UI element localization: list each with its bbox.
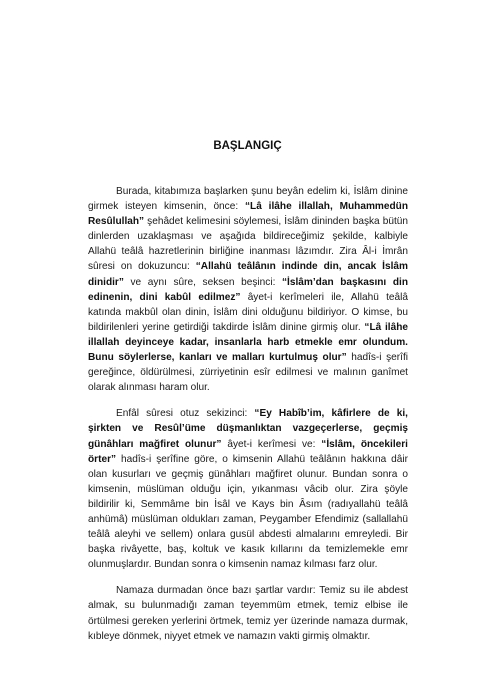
text-run: Enfâl sûresi otuz sekizinci: [116,408,255,420]
page-title: BAŞLANGIÇ [213,140,282,152]
quote-text: “Ey Habîb’im, kâfirlere de ki, şirkten ve Resûl’üme düşmanlıktan vazgeçerlerse, geçmiş günâhları mağfiret olunur” [88,408,408,450]
text-run: âyet-i kerîmesi ve: [221,438,322,450]
text-run: Burada, kitabımıza başlarken şunu beyân edelim ki, İslâm dinine girmek isteyen kimsenin, önce: [88,186,408,213]
quote-text: “İslâm’dan başkasını din edinenin, dini kabûl edilmez” [88,276,408,303]
quote-text: “Lâ ilâhe illallah deyinceye kadar, insanlarla harb etmekle emr olundum. Bunu söylerlerse, kanları ve malları kurtulmuş olur” [88,321,408,364]
text-run: Namaza durmadan önce bazı şartlar vardır: Temiz su ile abdest almak, su bulunmadığı zaman teyemmüm etmek, temiz elbise ile örtülmesi gereken yerlerini örtmek, temiz yer üzerinde namaza durmak, kıbleye dönmek, niyyet etmek ve namazın vakti girmiş olmaktır. [88,585,408,642]
text-run: âyet-i kerîmeleri ile, Allahü teâlâ katında makbûl olan dinin, İslâm dini olduğunu bildiriyor. O kimse, bu bildirilenleri yerine getirdiği takdirde İslâm dinine girmiş olur. [88,291,408,333]
paragraph [88,406,408,572]
quote-text: “Allahü teâlânın indinde din, ancak İslâm dinidir” [88,261,408,288]
paragraph [88,184,408,395]
body-text [88,184,408,655]
paragraph [88,583,408,643]
text-run: ve aynı sûre, seksen beşinci: [123,276,282,288]
quote-text: “Lâ ilâhe illallah, Muhammedün Resûlullah” [88,201,409,228]
text-run: şehâdet kelimesini söylemesi, İslâm dininden başka bütün dinlerden uzaklaşması ve aşağıda bildireceğimiz şekilde, kalbiyle Allahü teâlâ hazretlerinin birliğine inanması lâzımdır. Zira Âl-i İmrân sûresi on dokuzuncu: [88,216,408,273]
quote-text: “İslâm, öncekileri örter” [88,438,408,465]
text-run: hadîs-i şerîfi gereğince, öldürülmesi, zürriyetinin esîr edilmesi ve malının ganîmet olarak alınması haram olur. [88,352,409,394]
text-run: hadîs-i şerîfine göre, o kimsenin Allahü teâlânın hakkına dâir olan kusurları ve geçmiş günâhları mağfiret olunur. Bundan sonra o kimsenin, müslüman olduğu için, yıkanması vâcib olur. Zira şöyle bildirilir ki, Semmâme bin İsâl ve Kays bin Âsım (radıyallahü teâlâ anhümâ) müslüman oldukları zaman, Peygamber Efendimiz (sallallahü teâlâ aleyhi ve sellem) onlara gusül abdesti almalarını emreyledi. Bir başka rivâyette, baş, koltuk ve kasık kıllarını da temizlemekle emr olunmuşlardır. Bundan sonra o kimsenin namaz kılması farz olur. [88,453,408,571]
